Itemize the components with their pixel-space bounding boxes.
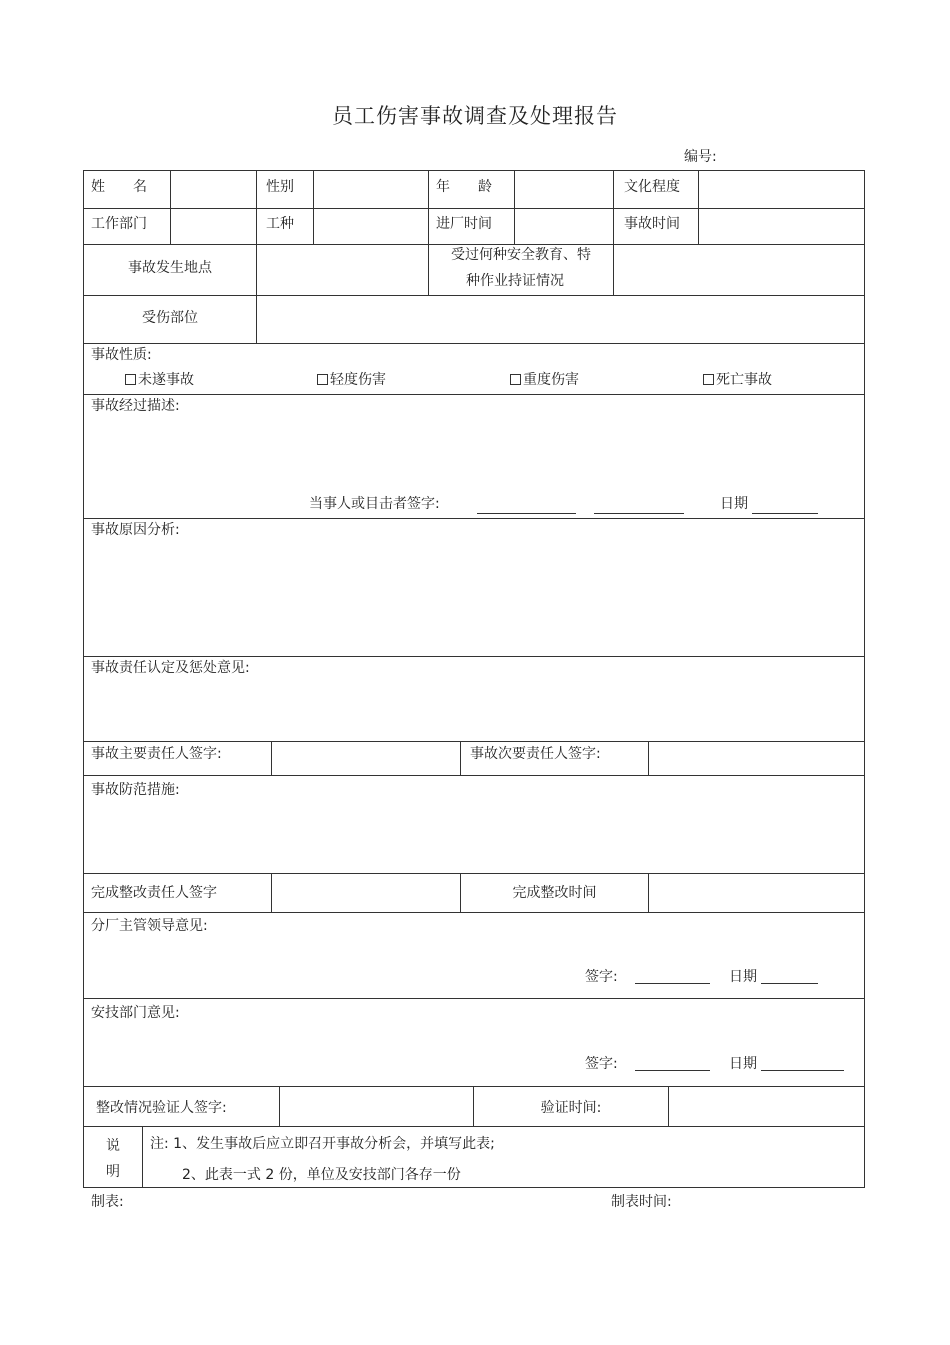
- nature-label: 事故性质:: [91, 347, 152, 363]
- witness-date-line[interactable]: [752, 513, 818, 514]
- witness-sign-label: 当事人或目击者签字:: [309, 496, 440, 512]
- job-field[interactable]: [314, 209, 428, 244]
- training-label-line2: 种作业持证情况: [466, 273, 564, 289]
- training-label-line1: 受过何种安全教育、特: [451, 247, 591, 263]
- note-2: 2、此表一式 2 份，单位及安技部门各存一份: [182, 1167, 461, 1183]
- primary-responsible-field[interactable]: [272, 742, 460, 775]
- safety-sign-label: 签字:: [585, 1056, 618, 1072]
- job-label: 工种: [266, 216, 294, 232]
- nature-option-minor[interactable]: 轻度伤害: [317, 371, 386, 389]
- nature-option-serious[interactable]: 重度伤害: [510, 371, 579, 389]
- verify-time-label: 验证时间:: [540, 1100, 602, 1116]
- secondary-responsible-field[interactable]: [649, 742, 864, 775]
- branch-sign-line[interactable]: [635, 983, 710, 984]
- doc-number-label: 编号:: [684, 149, 717, 165]
- dept-label: 工作部门: [91, 216, 147, 232]
- accident-time-label: 事故时间: [624, 216, 680, 232]
- rectify-time-label: 完成整改时间: [512, 885, 597, 901]
- age-field[interactable]: [515, 171, 613, 208]
- rectify-person-field[interactable]: [272, 874, 460, 912]
- rectify-person-label: 完成整改责任人签字: [91, 885, 217, 901]
- description-label: 事故经过描述:: [91, 398, 180, 414]
- prevention-field[interactable]: [84, 802, 864, 872]
- responsibility-label: 事故责任认定及惩处意见:: [91, 660, 250, 676]
- name-field[interactable]: [171, 171, 256, 208]
- form-maker-label: 制表:: [91, 1194, 124, 1210]
- witness-sign-line-1[interactable]: [477, 513, 576, 514]
- cause-label: 事故原因分析:: [91, 522, 180, 538]
- nature-option-near-miss[interactable]: 未遂事故: [125, 371, 194, 389]
- verify-person-field[interactable]: [280, 1087, 473, 1126]
- prevention-label: 事故防范措施:: [91, 782, 180, 798]
- branch-opinion-label: 分厂主管领导意见:: [91, 918, 208, 934]
- safety-sign-line[interactable]: [635, 1070, 710, 1071]
- education-label: 文化程度: [624, 179, 680, 195]
- safety-opinion-label: 安技部门意见:: [91, 1005, 180, 1021]
- verify-person-label: 整改情况验证人签字:: [96, 1100, 227, 1116]
- branch-opinion-field[interactable]: [84, 938, 864, 966]
- verify-time-field[interactable]: [669, 1087, 864, 1126]
- checkbox-icon: [703, 374, 714, 385]
- cause-field[interactable]: [84, 542, 864, 654]
- safety-opinion-field[interactable]: [84, 1025, 864, 1053]
- education-field[interactable]: [699, 171, 864, 208]
- gender-field[interactable]: [314, 171, 428, 208]
- witness-date-label: 日期: [720, 496, 748, 512]
- checkbox-icon: [125, 374, 136, 385]
- injured-part-label: 受伤部位: [142, 310, 198, 326]
- checkbox-icon: [510, 374, 521, 385]
- form-title: 员工伤害事故调查及处理报告: [332, 104, 618, 128]
- location-field[interactable]: [257, 245, 428, 295]
- gender-label: 性别: [266, 179, 294, 195]
- primary-responsible-label: 事故主要责任人签字:: [91, 746, 222, 762]
- notes-label-1: 说: [106, 1138, 120, 1154]
- name-label: 姓 名: [91, 179, 147, 195]
- note-1: 注: 1、发生事故后应立即召开事故分析会，并填写此表;: [150, 1136, 495, 1152]
- training-field[interactable]: [614, 245, 864, 295]
- nature-option-fatal[interactable]: 死亡事故: [703, 371, 772, 389]
- description-field[interactable]: [84, 418, 864, 490]
- responsibility-field[interactable]: [84, 680, 864, 740]
- notes-label-2: 明: [106, 1164, 120, 1180]
- form-make-time-label: 制表时间:: [611, 1194, 672, 1210]
- entry-date-label: 进厂时间: [436, 216, 492, 232]
- safety-date-line[interactable]: [761, 1070, 844, 1071]
- checkbox-icon: [317, 374, 328, 385]
- branch-sign-label: 签字:: [585, 969, 618, 985]
- location-label: 事故发生地点: [128, 260, 212, 276]
- entry-date-field[interactable]: [515, 209, 613, 244]
- secondary-responsible-label: 事故次要责任人签字:: [470, 746, 601, 762]
- dept-field[interactable]: [171, 209, 256, 244]
- safety-date-label: 日期: [729, 1056, 757, 1072]
- witness-sign-line-2[interactable]: [594, 513, 684, 514]
- rectify-time-field[interactable]: [649, 874, 864, 912]
- branch-date-line[interactable]: [761, 983, 818, 984]
- accident-time-field[interactable]: [699, 209, 864, 244]
- injured-part-field[interactable]: [257, 296, 864, 343]
- branch-date-label: 日期: [729, 969, 757, 985]
- age-label: 年 龄: [436, 179, 492, 195]
